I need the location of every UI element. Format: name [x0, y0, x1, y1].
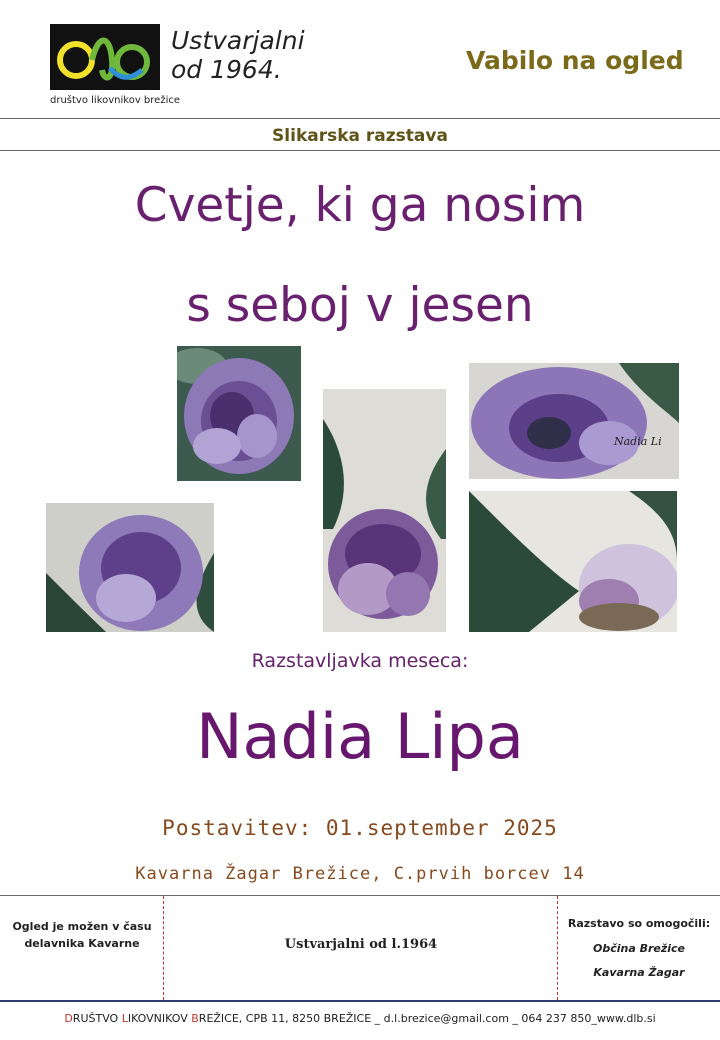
painting-peony-1	[177, 346, 301, 481]
painting-peony-2	[323, 389, 446, 632]
painting-peony-4	[46, 503, 214, 632]
organizer-motto: Ustvarjalni od l.1964	[284, 937, 438, 952]
divider	[0, 118, 720, 119]
divider	[557, 896, 558, 1000]
exhibition-type: Slikarska razstava	[272, 126, 448, 146]
venue-address: Kavarna Žagar Brežice, C.prvih borcev 14	[135, 864, 585, 884]
divider	[0, 150, 720, 151]
opening-date: Postavitev: 01.september 2025	[162, 816, 558, 840]
artist-name: Nadia Lipa	[196, 700, 524, 773]
divider	[0, 895, 720, 896]
invitation-heading: Vabilo na ogled	[466, 46, 684, 75]
painting-peony-3	[469, 363, 679, 479]
slogan: Ustvarjalni od 1964.	[171, 26, 305, 84]
footer-rule	[0, 1000, 720, 1002]
logo-icon	[50, 24, 160, 90]
logo-tagline: društvo likovnikov brežice	[50, 95, 181, 106]
opening-hours-note: Ogled je možen v času delavnika Kavarne	[12, 920, 152, 950]
exhibitor-label: Razstavljavka meseca:	[251, 650, 469, 672]
sponsor-item: Občina Brežice	[592, 942, 686, 955]
painting-signature: Nadia Li	[614, 435, 662, 448]
exhibition-title-line-2: s seboj v jesen	[186, 278, 534, 333]
painting-peony-5	[469, 491, 677, 632]
sponsors-heading: Razstavo so omogočili:	[567, 917, 711, 930]
exhibition-title-line-1: Cvetje, ki ga nosim	[134, 178, 586, 233]
divider	[163, 896, 164, 1000]
contact-line: DRUŠTVO LIKOVNIKOV BREŽICE, CPB 11, 8250 BREŽICE _ d.l.brezice@gmail.com _ 064 237 850_www.dlb.si	[64, 1012, 656, 1025]
sponsor-item: Kavarna Žagar	[593, 966, 685, 979]
